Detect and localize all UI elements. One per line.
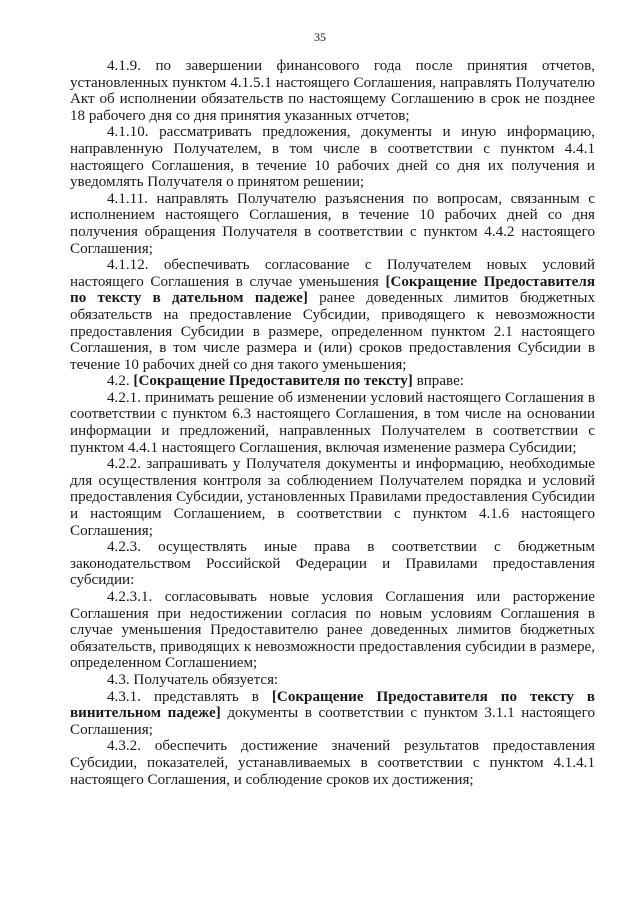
paragraph-4-3-1 [70, 689, 595, 739]
paragraph-text: 4.2.3. осуществлять иные права в соответствии с бюджетным законодательством Российской Федерации и Правилами предоставления субсидии: [70, 539, 595, 589]
paragraph-4-2-1 [70, 390, 595, 456]
paragraph-4-2-3-1 [70, 589, 595, 672]
paragraph-4-2-3 [70, 539, 595, 589]
paragraph-4-2-2 [70, 456, 595, 539]
paragraph-4-1-10 [70, 124, 595, 190]
paragraph-text: документы в соответствии с пунктом 3.1.1 настоящего Соглашения; [70, 705, 595, 738]
paragraph-4-2 [70, 373, 595, 390]
paragraph-text: ранее доведенных лимитов бюджетных обязательств на предоставление Субсидии, приводящего к невозможности предоставления Субсидии в размере, определенном пунктом 2.1 настоящего Соглашения, в том числе размера и (или) сроков предоставления Субсидии в течение 10 рабочих дней со дня такого уменьшения; [70, 290, 595, 373]
paragraph-4-3 [70, 672, 595, 689]
paragraph-text: 4.1.9. по завершении финансового года после принятия отчетов, установленных пунктом 4.1.5.1 настоящего Соглашения, направлять Получателю Акт об исполнении обязательств по настоящему Соглашению в срок не позднее 18 рабочего дня со дня принятия указанных отчетов; [70, 58, 595, 124]
paragraph-4-1-11 [70, 191, 595, 257]
paragraph-text: 4.2.3.1. согласовывать новые условия Соглашения или расторжение Соглашения при недостижении согласия по новым условиям Соглашения в случае уменьшения Предоставителю ранее доведенных лимитов бюджетных обязательств, приводящих к невозможности предоставления субсидии в размере, определенном Соглашением; [70, 589, 595, 672]
paragraph-text: 4.1.11. направлять Получателю разъяснения по вопросам, связанным с исполнением настоящего Соглашения, в течение 10 рабочих дней со дня получения обращения Получателя в соответствии с пунктом 4.4.2 настоящего Соглашения; [70, 190, 595, 257]
paragraph-text: 4.1.10. рассматривать предложения, документы и иную информацию, направленную Получателем, в том числе в соответствии с пунктом 4.4.1 настоящего Соглашения, в течение 10 рабочих дней со дня их получения и уведомлять Получателя о принятом решении; [70, 124, 595, 191]
paragraph-4-1-9 [70, 58, 595, 124]
paragraph-text: вправе: [412, 373, 464, 390]
paragraph-4-3-2 [70, 738, 595, 788]
bold-placeholder-text: [Сокращение Предоставителя по тексту] [133, 373, 413, 390]
document-body [70, 58, 595, 788]
paragraph-text: 4.2.2. запрашивать у Получателя документы и информацию, необходимые для осуществления контроля за соблюдением Получателем порядка и условий предоставления Субсидии, установленных Правилами предоставления Субсидии и настоящим Соглашением, в соответствии с пунктом 4.1.6 настоящего Соглашения; [70, 456, 595, 539]
paragraph-text: 4.3.1. представлять в [107, 688, 272, 705]
page-number: 35 [314, 30, 326, 44]
paragraph-text: 4.2.1. принимать решение об изменении условий настоящего Соглашения в соответствии с пунктом 6.3 настоящего Соглашения, в том числе на основании информации и предложений, направленных Получателем в соответствии с пунктом 4.4.1 настоящего Соглашения, включая изменение размера Субсидии; [70, 389, 595, 456]
bold-placeholder-text: [Сокращение Предоставителя по тексту в дательном падеже] [70, 273, 595, 307]
paragraph-text: 4.1.12. обеспечивать согласование с Получателем новых условий настоящего Соглашения в случае уменьшения [70, 257, 595, 290]
bold-placeholder-text: [Сокращение Предоставителя по тексту в винительном падеже] [70, 688, 595, 722]
paragraph-text: 4.3. Получатель обязуется: [107, 671, 279, 688]
paragraph-text: 4.2. [107, 373, 134, 390]
paragraph-4-1-12 [70, 257, 595, 373]
paragraph-text: 4.3.2. обеспечить достижение значений результатов предоставления Субсидии, показателей, устанавливаемых в соответствии с пунктом 4.1.4.1 настоящего Соглашения, и соблюдение сроков их достижения; [70, 738, 595, 788]
